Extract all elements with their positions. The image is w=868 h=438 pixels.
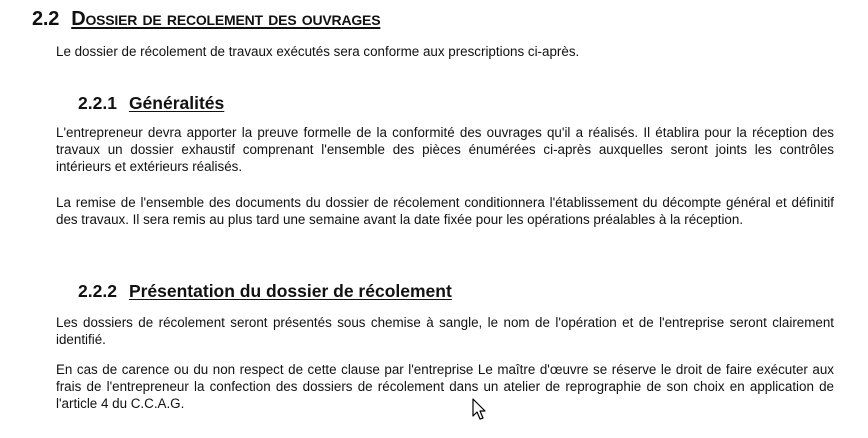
mouse-pointer-icon: [472, 398, 488, 422]
subsection-title: Présentation du dossier de récolement: [128, 281, 452, 301]
section-title: Dossier de recolement des ouvrages: [71, 8, 381, 30]
subsection-title: Généralités: [128, 93, 225, 113]
subsection-heading-generalites: [78, 93, 224, 114]
section-intro: Le dossier de récolement de travaux exécutés sera conforme aux prescriptions ci-après.: [56, 44, 580, 59]
section-number: 2.2: [32, 8, 60, 30]
paragraph: L'entrepreneur devra apporter la preuve formelle de la conformité des ouvrages qu'il a réalisés. Il établira pour la réception des travaux un dossier exhaustif comprenant l'ensemble des pièces énumérées ci-après auxquelles seront joints les contrôles intérieurs et extérieurs réalisés.: [56, 125, 834, 174]
paragraph: En cas de carence ou du non respect de cette clause par l'entreprise Le maître d'œuvre se réserve le droit de faire exécuter aux frais de l'entrepreneur la confection des dossiers de récolement dans un atelier de reprographie de son choix en application de l'article 4 du C.C.A.G.: [56, 362, 834, 411]
section-heading: [32, 8, 380, 31]
subsection-number: 2.2.2: [78, 281, 117, 301]
subsection-number: 2.2.1: [78, 93, 117, 113]
paragraph: La remise de l'ensemble des documents du dossier de récolement conditionnera l'établissement du décompte général et définitif des travaux. Il sera remis au plus tard une semaine avant la date fixée pour les opérations préalables à la réception.: [56, 195, 834, 227]
subsection-heading-presentation: [78, 281, 452, 302]
paragraph: Les dossiers de récolement seront présentés sous chemise à sangle, le nom de l'opération et de l'entreprise seront clairement identifié.: [56, 315, 834, 347]
